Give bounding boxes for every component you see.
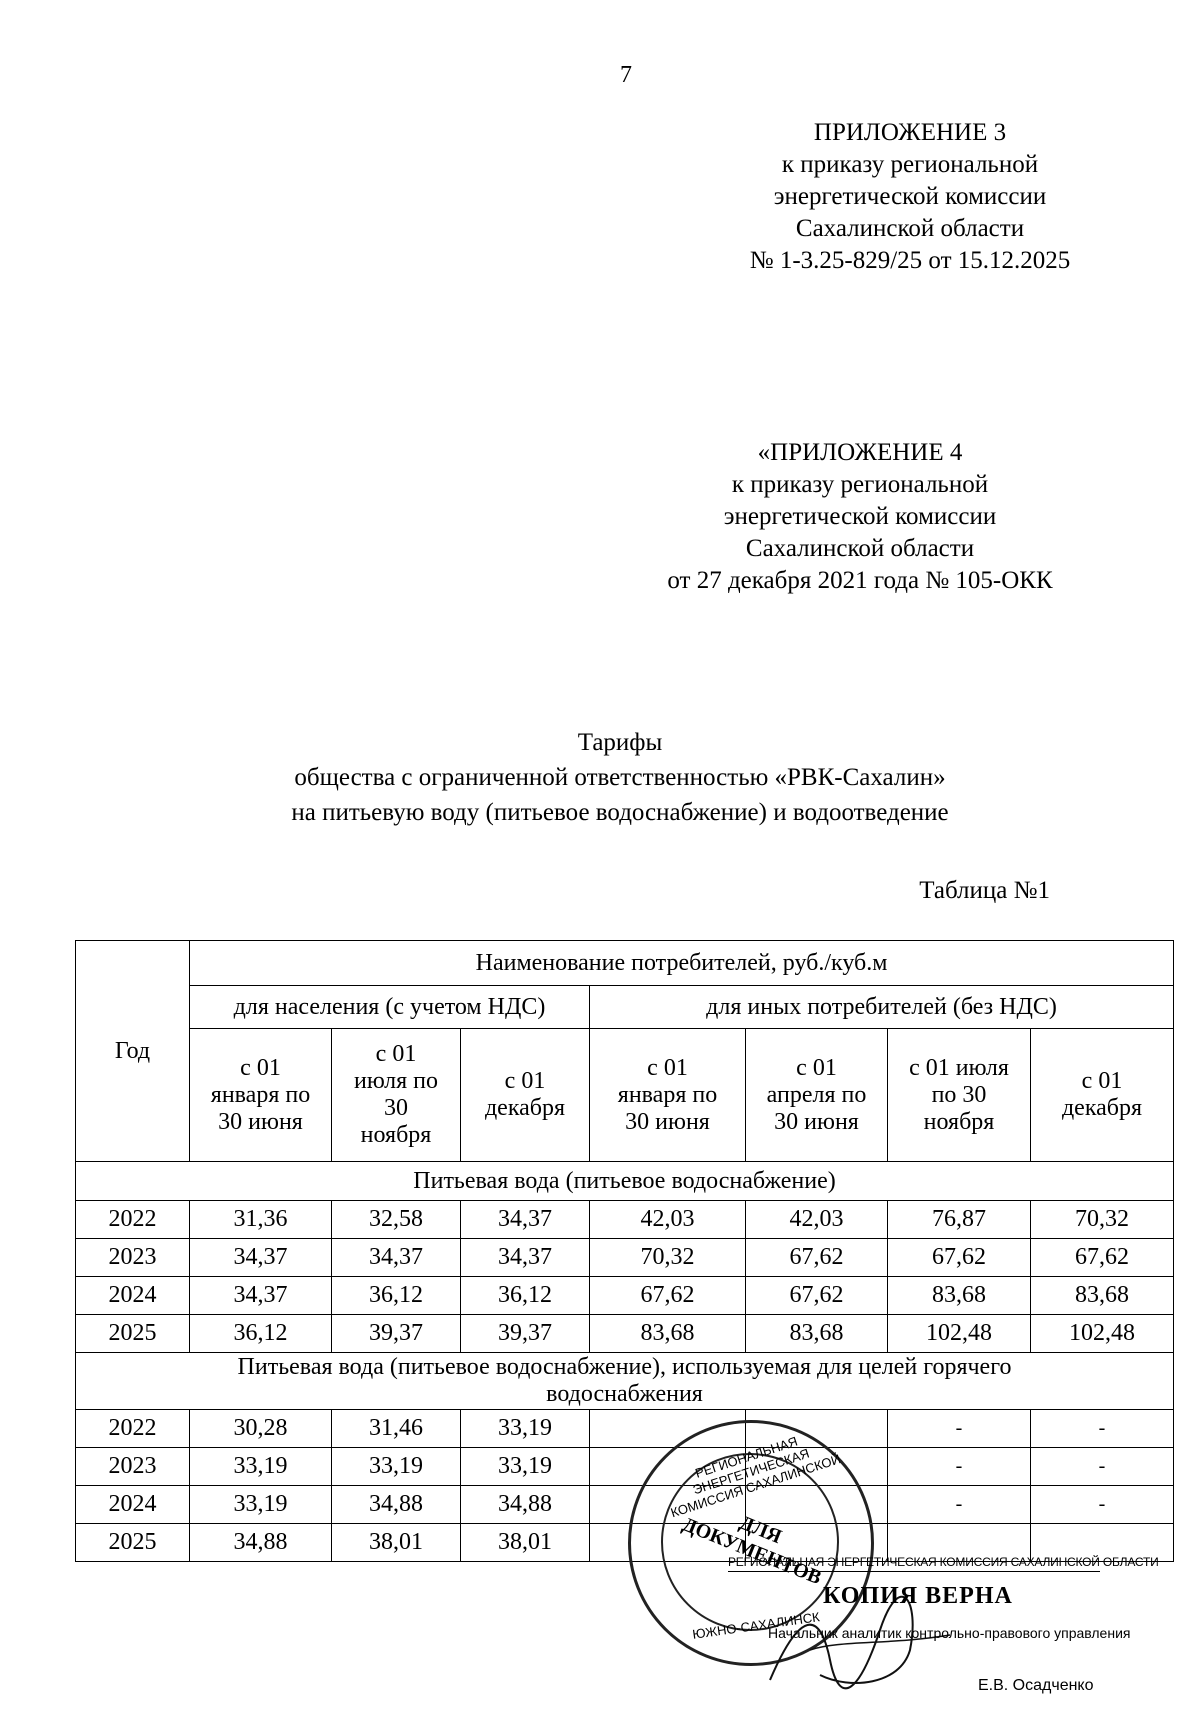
appendix-4-line: «ПРИЛОЖЕНИЕ 4 [757,439,963,466]
period-header [461,1029,590,1162]
period-header [332,1029,461,1162]
appendix-3-block [700,117,1120,277]
year-cell: 2024 [76,1277,190,1315]
period-header-line: июля по [353,1068,439,1094]
appendix-3-line: № 1-3.25-829/25 от 15.12.2025 [749,247,1071,274]
appendix-4-line: энергетической комиссии [723,503,997,530]
others-header: для иных потребителей (без НДС) [590,986,1174,1029]
period-header-line: по 30 [931,1081,987,1108]
period-header-line: ноября [360,1122,432,1148]
tariff-cell: 33,19 [190,1486,332,1524]
period-header-line: 30 [384,1095,408,1121]
tariff-cell: 38,01 [332,1524,461,1562]
tariffs-table [75,940,1174,1562]
section-row [76,1162,1174,1201]
tariff-cell: 34,37 [190,1239,332,1277]
period-header-line: с 01 [796,1054,837,1081]
tariff-cell: 83,68 [590,1315,746,1353]
period-header-line: января по [210,1081,311,1108]
tariff-cell: 36,12 [461,1277,590,1315]
tariff-cell: 102,48 [888,1315,1031,1353]
tariff-cell: - [1031,1448,1174,1486]
tariff-cell: - [1031,1410,1174,1448]
tariff-cell: 39,37 [461,1315,590,1353]
period-header [590,1029,746,1162]
period-header-line: января по [617,1081,718,1108]
period-header-line: с 01 июля [909,1054,1009,1081]
appendix-3-line: к приказу региональной [781,151,1039,178]
tariff-cell: 70,32 [1031,1201,1174,1239]
tariff-cell: 34,37 [190,1277,332,1315]
population-header: для населения (с учетом НДС) [190,986,590,1029]
certification-title: КОПИЯ ВЕРНА [823,1583,1013,1609]
table-label: Таблица №1 [919,877,1050,904]
seal-ring-text: РЕГИОНАЛЬНАЯ ЭНЕРГЕТИЧЕСКАЯ КОМИССИЯ САХАЛИНСКОЙ [668,1433,843,1521]
tariff-cell: 70,32 [590,1239,746,1277]
section-title-line: Питьевая вода (питьевое водоснабжение), используемая для целей горячего [237,1354,1012,1380]
period-header-line: с 01 [647,1054,688,1081]
period-header-line: с 01 [240,1054,281,1081]
certification-org: РЕГИОНАЛЬНАЯ ЭНЕРГЕТИЧЕСКАЯ КОМИССИЯ САХАЛИНСКОЙ ОБЛАСТИ [728,1555,1100,1572]
year-header: Год [76,941,190,1162]
section-title [76,1162,1174,1201]
period-header-line: 30 июня [774,1108,859,1135]
tariff-cell: - [888,1448,1031,1486]
table-row [76,1201,1174,1239]
appendix-3-line: Сахалинской области [795,215,1025,242]
tariff-cell: 33,19 [332,1448,461,1486]
year-cell: 2022 [76,1201,190,1239]
section-title-line: Питьевая вода (питьевое водоснабжение) [413,1167,836,1194]
tariff-cell: 34,88 [461,1486,590,1524]
table-row [76,1448,1174,1486]
title-line: Тарифы [577,729,663,756]
tariff-cell: 102,48 [1031,1315,1174,1353]
tariff-cell: 39,37 [332,1315,461,1353]
period-header [746,1029,888,1162]
tariff-cell: 83,68 [746,1315,888,1353]
tariff-cell: 34,37 [461,1201,590,1239]
tariff-cell: 34,88 [332,1486,461,1524]
consumers-header: Наименование потребителей, руб./куб.м [190,941,1174,986]
tariff-cell: 32,58 [332,1201,461,1239]
year-cell: 2024 [76,1486,190,1524]
period-header-line: с 01 [1081,1068,1123,1094]
period-header-line: декабря [1061,1095,1143,1121]
appendix-4-line: от 27 декабря 2021 года № 105-ОКК [667,567,1053,594]
seal-bottom-text: ЮЖНО-САХАЛИНСК [691,1609,821,1642]
year-cell: 2025 [76,1524,190,1562]
section-title-line: водоснабжения [546,1381,703,1407]
tariff-cell: 67,62 [746,1239,888,1277]
tariff-cell: 36,12 [332,1277,461,1315]
title-line: на питьевую воду (питьевое водоснабжение) и водоотведение [291,799,949,826]
appendix-3-line: ПРИЛОЖЕНИЕ 3 [813,119,1007,146]
appendix-4-line: Сахалинской области [745,535,975,562]
period-header-line: апреля по [766,1081,867,1108]
tariff-cell: 76,87 [888,1201,1031,1239]
tariff-cell: - [888,1486,1031,1524]
section-row [76,1353,1174,1410]
tariff-cell: 31,46 [332,1410,461,1448]
certification-stamp [728,1555,1159,1705]
tariff-cell: - [1031,1486,1174,1524]
tariff-cell: 67,62 [746,1277,888,1315]
tariff-cell: 33,19 [190,1448,332,1486]
document-title [150,725,1090,830]
period-header-line: 30 июня [218,1108,303,1135]
certification-name: Е.В. Осадченко [978,1677,1094,1694]
table-row [76,1315,1174,1353]
tariff-cell: 31,36 [190,1201,332,1239]
tariff-cell: 34,37 [332,1239,461,1277]
tariff-cell: 36,12 [190,1315,332,1353]
seal-center-text: ДЛЯ ДОКУМЕНТОВ [679,1511,825,1590]
table-row [76,1239,1174,1277]
tariff-cell: 42,03 [746,1201,888,1239]
tariff-cell: 67,62 [1031,1239,1174,1277]
year-cell: 2023 [76,1448,190,1486]
tariff-cell: 33,19 [461,1410,590,1448]
period-header-line: ноября [923,1108,995,1135]
year-cell: 2023 [76,1239,190,1277]
year-cell: 2022 [76,1410,190,1448]
tariff-cell: 67,62 [590,1277,746,1315]
tariff-cell: 83,68 [1031,1277,1174,1315]
period-header-line: с 01 [375,1041,417,1067]
title-line: общества с ограниченной ответственностью «РВК-Сахалин» [294,764,946,791]
appendix-4-line: к приказу региональной [731,471,989,498]
tariff-cell: 67,62 [888,1239,1031,1277]
tariff-cell: 33,19 [461,1448,590,1486]
page-number: 7 [620,62,632,88]
period-header-line: декабря [484,1095,566,1121]
certification-position: Начальник аналитик контрольно-правового управления [768,1625,1131,1641]
tariff-cell: 38,01 [461,1524,590,1562]
appendix-4-block [620,437,1100,597]
table-row [76,1277,1174,1315]
period-header-line: с 01 [504,1068,546,1094]
year-cell: 2025 [76,1315,190,1353]
tariff-cell: 34,37 [461,1239,590,1277]
table-row [76,1410,1174,1448]
tariff-cell: 42,03 [590,1201,746,1239]
period-header [1031,1029,1174,1162]
appendix-3-line: энергетической комиссии [773,183,1047,210]
tariff-cell: - [888,1410,1031,1448]
period-header [190,1029,332,1162]
tariff-cell: 34,88 [190,1524,332,1562]
tariff-cell: 83,68 [888,1277,1031,1315]
tariff-cell: 30,28 [190,1410,332,1448]
table-row [76,1486,1174,1524]
period-header-line: 30 июня [625,1108,710,1135]
period-header [888,1029,1031,1162]
section-title [76,1353,1174,1410]
